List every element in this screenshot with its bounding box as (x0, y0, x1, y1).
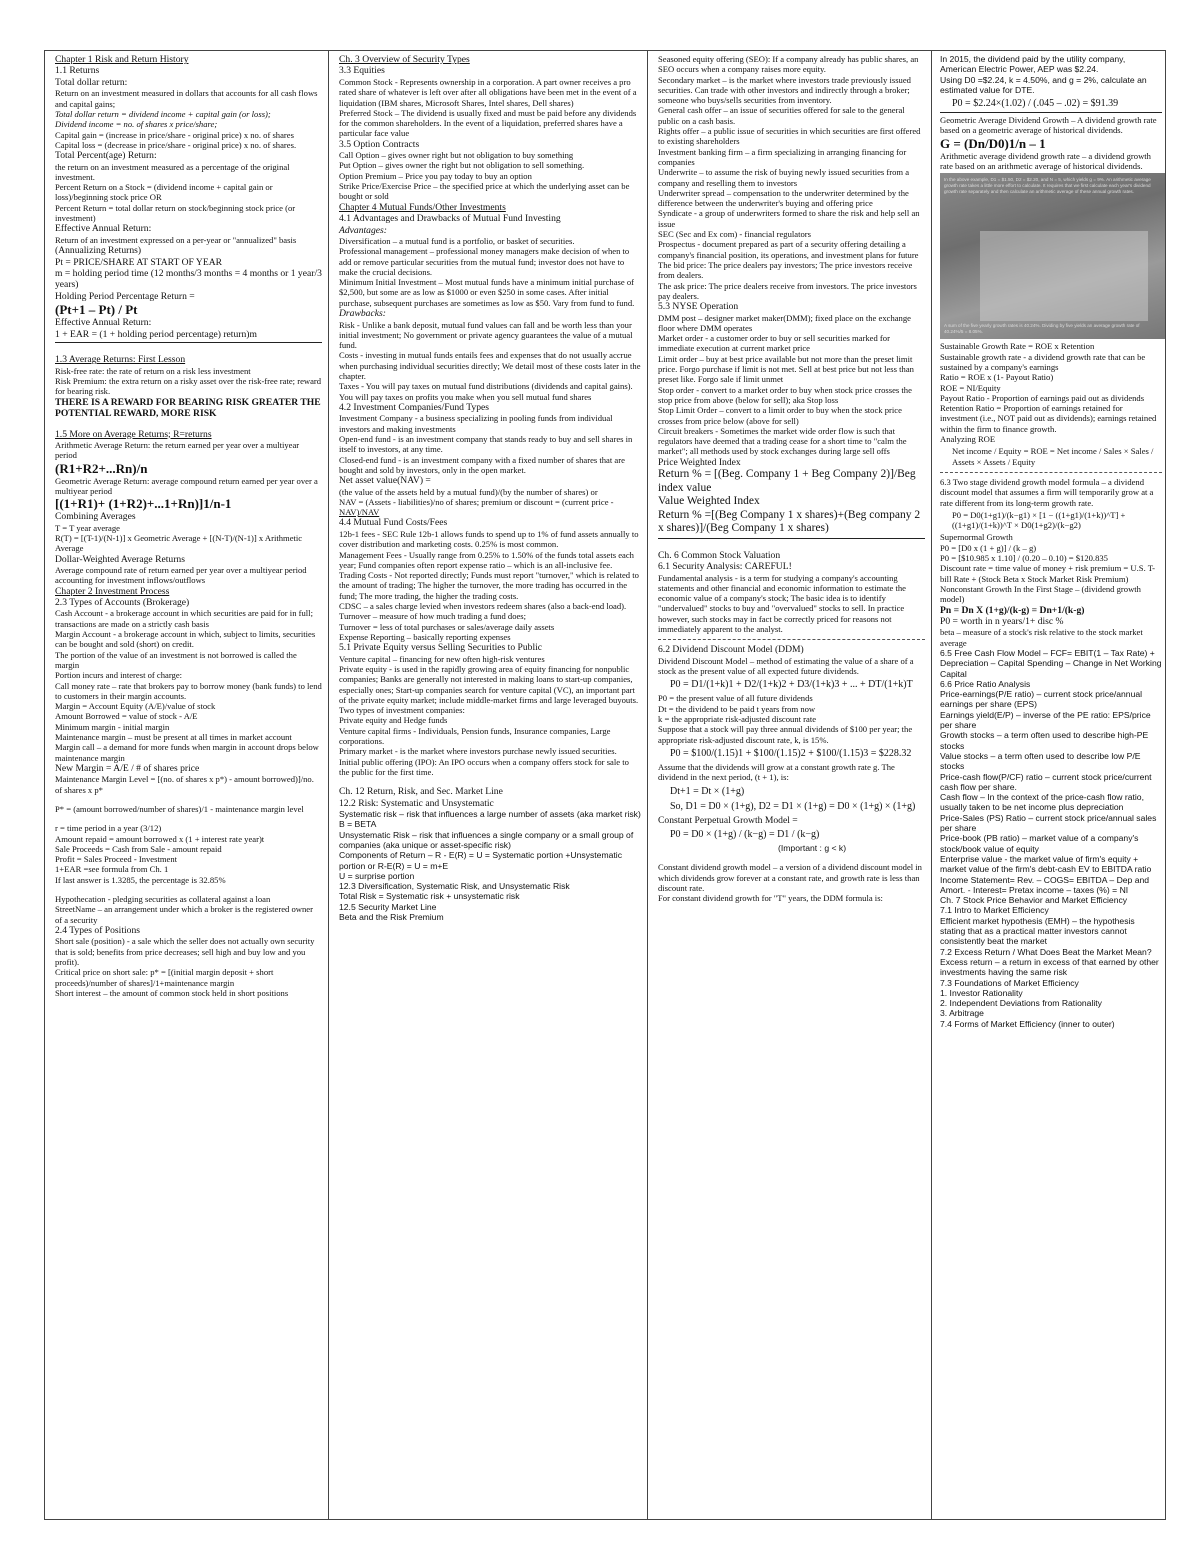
text-line: 2.3 Types of Accounts (Brokerage) (55, 597, 190, 609)
text-line: Average compound rate of return earned per year over a multiyear period accounting for investment inflows/outflows (55, 564, 307, 586)
text-line: Systematic risk – risk that influences a large number of assets (aka market risk) (339, 809, 641, 820)
photo-caption-bottom: A sum of the five yearly growth rates is 40.24%. Dividing by five yields an average growth rate of 40.24%/5 = 8.05%. (944, 323, 1140, 335)
growth-so-formula: So, D1 = D0 × (1+g), D2 = D1 × (1+g) = D0 × (1+g) × (1+g) (670, 800, 916, 812)
text-line: 6.3 Two stage dividend growth model formula – a dividend discount model that assumes a firm will temporarily grow at a rate different from its long-term growth rate. (940, 476, 1154, 508)
text-line: Margin = Account Equity (A/E)/value of stock (55, 701, 216, 712)
text-line: P0 = worth in n years/1+ disc % (940, 615, 1064, 627)
text-line: Syndicate - a group of underwriters formed to share the risk and help sell an issue (658, 208, 920, 229)
text-line: Maintenance Margin Level = [(no. of shares x p*) - amount borrowed)]/no. of shares x p* (55, 774, 314, 795)
text-line: U = surprise portion (339, 870, 415, 881)
text-line: Margin Account - a brokerage account in which, subject to limits, securities can be bought and sold (short) on credit. (55, 629, 316, 650)
text-line: Call money rate – rate that brokers pay to borrow money (bank funds) to lend to customers in their margin accounts. (55, 680, 322, 701)
text-line: Venture capital firms - Individuals, Pension funds, Insurance companies, Large corporations. (339, 725, 611, 747)
text-line: 3.5 Option Contracts (339, 138, 420, 150)
text-line: 6.5 Free Cash Flow Model – FCF= EBIT(1 – Tax Rate) + Depreciation – Capital Spending – Change in Net Working Capital (940, 648, 1162, 679)
text-line: R(T) = [(T-1)/(N-1)] x Geometric Average + [(N-T)/(N-1)] x Arithmetic Average (55, 532, 303, 554)
text-line: Advantages: (339, 224, 387, 236)
text-line: (Annualizing Returns) (55, 245, 142, 257)
text-line: Primary market - is the market where investors purchase newly issued securities. (339, 746, 617, 757)
text-line: Discount rate = time value of money + risk premium = U.S. T-bill Rate + (Stock Beta x Stock Market Risk Premium) (940, 563, 1156, 584)
text-line: Rights offer – a public issue of securities in which securities are first offered to existing shareholders (658, 126, 921, 147)
hpr-formula: (Pt+1 – Pt) / Pt (55, 302, 138, 318)
text-line: Arithmetic Average Return: the return earned per year over a multiyear period (55, 440, 300, 461)
text-line: Call Option – gives owner right but not obligation to buy something (339, 150, 574, 161)
text-line: Cash Account - a brokerage account in which securities are paid for in full; transactions are made on a strictly cash basis (55, 608, 313, 629)
text-line: 3. Arbitrage (940, 1008, 984, 1019)
text-line: P0 = [D0 x (1 + g)] / (k – g) (940, 542, 1037, 553)
text-line: If last answer is 1.3285, the percentage is 32.85% (55, 874, 226, 885)
text-line: Option Premium – Price you pay today to buy an option (339, 170, 532, 181)
text-line: Total Risk = Systematic risk + unsystematic risk (339, 891, 520, 902)
text-line: Value Weighted Index (658, 495, 760, 508)
column-3 (648, 51, 932, 1519)
text-line: Management Fees - Usually range from 0.25% to 1.50% of the funds total assets each year; Fund companies often report expense ratio – which is an all-inclusive fee. (339, 549, 634, 570)
text-line: Hypothecation - pledging securities as collateral against a loan (55, 894, 271, 905)
text-line: Fundamental analysis - is a term for studying a company's accounting statements and other financial and economic information to estimate the economic value of a company's stock; The basic idea is to identify "undervalued" stocks to buy and "overvalued" stocks to sell. In practice however, such stocks may in fact be correctly priced for reasons not immediately apparent to the analyst. (658, 572, 906, 635)
text-line: P0 = the present value of all future dividends (658, 693, 813, 704)
text-line: Earnings yield(E/P) – inverse of the PE ratio: EPS/price per share (940, 709, 1151, 731)
text-line: Amount repaid = amount borrowed x (1 + interest rate year)t (55, 833, 265, 844)
text-line: Margin call – a demand for more funds when margin in account drops below maintenance margin (55, 742, 319, 763)
text-line: Geometric Average Return: average compound return earned per year over a multiyear period (55, 475, 318, 496)
geo-avg-formula: [(1+R1)+ (1+R2)+...1+Rn)]1/n-1 (55, 496, 232, 512)
geo-growth-formula: G = (Dn/D0)1/n – 1 (940, 135, 1046, 151)
text-line: Sustainable growth rate - a dividend growth rate that can be sustained by a company's earnings (940, 351, 1146, 372)
photo-caption-top: In the above example, D1 = $1.50, D2 = $2.20, and N = 5, which yields g = 9%. An arithmetic average growth rate takes a little more effort to calculate. It requires that we first calculate each year's dividend growth rate separately and then calculate an arithmetic average of these annual growth rates. (944, 177, 1151, 195)
text-line: Short interest – the amount of common stock held in short positions (55, 987, 289, 998)
chapter-4-heading: Chapter 4 Mutual Funds/Other Investments (339, 201, 506, 213)
text-line: Ratio = ROE x (1- Payout Ratio) (940, 372, 1054, 383)
text-line: 12.2 Risk: Systematic and Unsystematic (339, 797, 494, 809)
text-line: The portion of the value of an investment is not borrowed is called the margin (55, 649, 297, 670)
text-line: 5.3 NYSE Operation (658, 301, 739, 313)
text-line: CDSC – a sales charge levied when investors redeem shares (also a back-end load). (339, 601, 627, 611)
text-line: 1 + EAR = (1 + holding period percentage) return)m (55, 328, 257, 340)
text-line: beta – measure of a stock's risk relative to the stock market average (940, 627, 1143, 648)
text-line: The bid price: The price dealers pay investors; The price investors receive from dealers. (658, 259, 913, 281)
chapter-3-heading: Ch. 3 Overview of Security Types (339, 54, 470, 65)
text-line: DMM post – designer market maker(DMM); fixed place on the exchange floor where DMM operates (658, 312, 911, 333)
text-line: 4.4 Mutual Fund Costs/Fees (339, 517, 448, 529)
text-line: Profit = Sales Proceed - Investment (55, 854, 178, 865)
text-line: Assume that the dividends will grow at a constant growth rate g. The dividend in the next period, (t + 1), is: (658, 761, 895, 783)
ddm-formula: P0 = D1/(1+k)1 + D2/(1+k)2 + D3/(1+k)3 + ... + DT/(1+k)T (670, 679, 913, 691)
text-line: Preferred Stock – The dividend is usually fixed and must be paid before any dividends for the common shareholders. In the event of a liquidation, preferred shares have a particular face value (339, 107, 637, 139)
text-line: Market order - a customer order to buy or sell securities marked for immediate execution at current market price (658, 333, 890, 354)
text-line: Enterprise value - the market value of firm's equity + market value of the firm's debt-cash EV to EBITDA ratio (940, 853, 1152, 875)
text-line: Arithmetic average dividend growth rate – a dividend growth rate based on an arithmetic average of historical dividends. (940, 150, 1151, 172)
text-line: Trading Costs - Not reported directly; Funds must report "turnover," which is related to the amount of trading; The higher the turnover, the more trading has occurred in the fund; The more trading, the higher the trading costs. (339, 570, 639, 601)
chapter-6-heading: Ch. 6 Common Stock Valuation (658, 549, 781, 561)
text-line: T = T year average (55, 522, 120, 533)
text-line: THERE IS A REWARD FOR BEARING RISK GREATER THE POTENTIAL REWARD, MORE RISK (55, 396, 321, 420)
text-line: Costs - investing in mutual funds entails fees and expenses that do not usually accrue when purchasing individual securities directly; We detail most of these costs later in the chapter. (339, 350, 641, 381)
text-line: Constant Perpetual Growth Model = (658, 814, 798, 826)
text-line: 6.1 Security Analysis: CAREFUL! (658, 561, 792, 573)
text-line: 1+EAR =see formula from Ch. 1 (55, 864, 169, 875)
text-line: 3.3 Equities (339, 65, 385, 77)
text-line: Unsystematic Risk – risk that influences a single company or a small group of companies (aka unique or asset-specific risk) (339, 829, 634, 850)
text-line: P* = (amount borrowed/number of shares)/1 - maintenance margin level (55, 803, 304, 814)
chapter-12-heading: Ch. 12 Return, Risk, and Sec. Market Line (339, 786, 503, 798)
text-line: Private equity and Hedge funds (339, 715, 448, 726)
text-line: Retention Ratio = Proportion of earnings retained for investment (i.e., NOT paid out as dividends); earnings retained within the firm to finance growth. (940, 403, 1157, 434)
column-1 (45, 51, 329, 1519)
photo-table-area (980, 231, 1148, 321)
two-stage-formula: P0 = D0(1+g1)/(k−g1) × [1 − ((1+g1)/(1+k))^T] + ((1+g1)/(1+k))^T × D0(1+g2)/(k−g2) (952, 509, 1126, 531)
text-line: Combining Averages (55, 511, 136, 523)
text-line: New Margin = A/E / # of shares price (55, 762, 200, 774)
text-line: Minimum margin - initial margin (55, 721, 170, 732)
text-line: Efficient market hypothesis (EMH) – the hypothesis stating that as a practical matter investors cannot consistently beat the market (940, 915, 1135, 947)
text-line: 4.2 Investment Companies/Fund Types (339, 401, 489, 413)
text-line: 7.4 Forms of Market Efficiency (inner to outer) (940, 1018, 1115, 1029)
text-line: Turnover = less of total purchases or sales/average daily assets (339, 621, 555, 632)
text-line: Excess return – a return in excess of that earned by other investments having the same risk (940, 956, 1159, 978)
text-line: 7.1 Intro to Market Efficiency (940, 905, 1049, 916)
text-line: Limit order – buy at best price available but not more than the preset limit price. Forgo purchase if limit is not met. Sell at best price but not less than preset like. Forgo sale if limit unmet (658, 353, 914, 385)
text-line: Diversification – a mutual fund is a portfolio, or basket of securities. (339, 235, 575, 246)
text-line: Maintenance margin – must be present at all times in market account (55, 732, 292, 743)
text-line: Seasoned equity offering (SEO): If a company already has public shares, an SEO occurs when a company raises more equity. (658, 54, 919, 75)
text-line: Dividend income = no. of shares x price/share; (55, 119, 218, 130)
section-1-5: 1.5 More on Average Returns; R=returns (55, 428, 212, 440)
text-line: Amount Borrowed = value of stock - A/E (55, 711, 198, 722)
text-line: Suppose that a stock will pay three annual dividends of $100 per year; the appropriate risk-adjusted discount rate, k, is 15%. (658, 724, 913, 745)
text-line: SEC (Sec and Ex com) - financial regulators (658, 229, 811, 240)
column-4 (932, 51, 1165, 1519)
text-line: The ask price: The price dealers receive from investors. The price investors pay dealers. (658, 280, 917, 301)
text-line: Supernormal Growth (940, 532, 1013, 543)
text-line: Common Stock - Represents ownership in a corporation. A part owner receives a pro rated share of whatever is left over after all obligations have been met in the event of a liquidation (IBM shares, Microsoft Shares, Intel shares, Dell shares) (339, 76, 637, 108)
text-line: Underwrite – to assume the risk of buying newly issued securities from a company and reselling them to investors (658, 167, 910, 188)
text-line: Using D0 =$2.24, k = 4.50%, and g = 2%, calculate an estimated value for DTE. (940, 74, 1147, 95)
text-line: (Important : g < k) (778, 842, 847, 853)
text-line: Venture capital – financing for new often high-risk ventures (339, 653, 545, 664)
text-line: For constant dividend growth for "T" years, the DDM formula is: (658, 893, 883, 904)
text-line: Taxes - You will pay taxes on mutual fund distributions (dividends and capital gains). You will pay taxes on profits you make when you sell mutual fund shares (339, 381, 633, 402)
ddm-example-formula: P0 = $100/(1.15)1 + $100/(1.15)2 + $100/(1.15)3 = $228.32 (670, 747, 912, 759)
text-line: Price-cash flow(P/CF) ratio – current stock price/current cash flow per share. (940, 771, 1152, 792)
text-line: Percent Return = total dollar return on stock/beginning stock price (or investment) (55, 202, 296, 224)
text-line: General cash offer – an issue of securities offered for sale to the general public on a cash basis. (658, 105, 905, 126)
text-line: StreetName – an arrangement under which a broker is the registered owner of a security (55, 904, 313, 925)
text-line: Sustainable Growth Rate = ROE x Retention (940, 341, 1095, 352)
section-1-3: 1.3 Average Returns: First Lesson (55, 354, 186, 366)
text-line: 2.4 Types of Positions (55, 924, 140, 936)
text-line: Ch. 7 Stock Price Behavior and Market Efficiency (940, 895, 1128, 906)
text-line: Analyzing ROE (940, 434, 996, 445)
chapter-1-heading: Chapter 1 Risk and Return History (55, 54, 189, 65)
text-line: Secondary market – is the market where investors trade previously issued securities. Can trade with other investors and indirectly through a broker; someone who buys/sells securities from inventory. (658, 74, 911, 106)
text-line: 2. Independent Deviations from Rationality (940, 998, 1102, 1009)
text-line: Constant dividend growth model – a version of a dividend discount model in which dividends grow forever at a constant rate, and growth rate is less than discount rate. (658, 862, 922, 893)
text-line: Risk - Unlike a bank deposit, mutual fund values can fall and be worth less than your initial investment; No government or private agency guarantees the value of a mutual fund. (339, 319, 633, 351)
text-line: Risk Premium: the extra return on a risky asset over the risk-free rate; reward for bearing risk. (55, 376, 322, 397)
text-line: P0 = [$10.985 x 1.10] / (0.20 – 0.10) = $120.835 (940, 553, 1108, 564)
text-line: Put Option – gives owner the right but not obligation to sell something. (339, 160, 585, 171)
text-line: B = BETA (339, 819, 377, 830)
aep-formula: P0 = $2.24×(1.02) / (.045 – .02) = $91.39 (952, 98, 1119, 110)
text-line: Pt = PRICE/SHARE AT START OF YEAR (55, 256, 223, 268)
text-line: Effective Annual Return: (55, 223, 152, 235)
text-line: In 2015, the dividend paid by the utility company, American Electric Power, AEP was $2.24. (940, 54, 1126, 75)
text-line: Total Percent(age) Return: (55, 150, 157, 162)
text-line: Price Weighted Index (658, 456, 741, 468)
text-line: Prospectus - document prepared as part of a security offering detailing a company's financial position, its operations, and investment plans for future (658, 239, 919, 260)
text-line: Net asset value(NAV) = (339, 475, 431, 487)
text-line: Percent Return on a Stock = (dividend income + capital gain or loss)/beginning stock price OR (55, 182, 273, 203)
text-line: Expense Reporting – basically reporting expenses (339, 631, 511, 642)
text-line: Cash flow – In the context of the price-cash flow ratio, usually taken to be net income plus depreciation (940, 792, 1144, 813)
arith-avg-formula: (R1+R2+...Rn)/n (55, 460, 148, 476)
text-line: Dividend Discount Model – method of estimating the value of a share of a stock as the present value of all expected future dividends. (658, 655, 914, 677)
text-line: Short sale (position) - a sale which the seller does not actually own security that is sold; benefits from price decreases; sell high and buy low and you profit). (55, 936, 315, 967)
text-line: Return of an investment expressed on a per-year or "annualized" basis (55, 234, 297, 245)
nonconstant-formula: Pn = Dn X (1+g)/(k-g) = Dn+1/(k-g) (940, 604, 1085, 616)
text-line: Growth stocks – a term often used to describe high-PE stocks (940, 730, 1149, 751)
cheat-sheet-page (44, 50, 1166, 1520)
chapter-2-heading: Chapter 2 Investment Process (55, 585, 170, 597)
text-line: Value stocks – a term often used to describe low P/E stocks (940, 750, 1141, 772)
text-line: Drawbacks: (339, 308, 386, 320)
text-line: Two types of investment companies: (339, 705, 465, 716)
text-line: Income Statement= Rev. – COGS= EBITDA – Dep and Amort. - Interest= Pretax income – taxes (%) = NI (940, 874, 1150, 895)
text-line: ROE = NI/Equity (940, 382, 1001, 393)
text-line: Dt = the dividend to be paid t years from now (658, 703, 816, 714)
text-line: Geometric Average Dividend Growth – A dividend growth rate based on a geometric average of historical dividends. (940, 115, 1157, 136)
text-line: Portion incurs and interest of charge: (55, 670, 183, 681)
text-line: Effective Annual Return: (55, 317, 152, 329)
text-line: Risk-free rate: the rate of return on a risk less investment (55, 365, 251, 376)
text-line: Price-earnings(P/E ratio) – current stock price/annual earnings per share (EPS) (940, 689, 1143, 710)
text-line: Total dollar return: (55, 76, 128, 88)
text-line: k = the appropriate risk-adjusted discount rate (658, 714, 817, 725)
text-line: Investment banking firm – a firm specializing in arranging financing for companies (658, 146, 907, 167)
text-line: 12.5 Security Market Line (339, 901, 437, 912)
text-line: 4.1 Advantages and Drawbacks of Mutual Fund Investing (339, 213, 561, 225)
growth-formula: Dt+1 = Dt × (1+g) (670, 785, 745, 797)
text-line: Strike Price/Exercise Price – the specified price at which the underlying asset can be bought or sold (339, 181, 630, 202)
section-6-2: 6.2 Dividend Discount Model (DDM) (658, 644, 804, 656)
text-line: 1. Investor Rationality (940, 987, 1023, 998)
text-line: 7.2 Excess Return / What Does Beat the Market Mean? (940, 946, 1152, 957)
text-line: r = time period in a year (3/12) (55, 823, 162, 834)
text-line: Price-book (PB ratio) – market value of a company's stock/book value of equity (940, 833, 1139, 854)
text-line: Underwriter spread – compensation to the underwriter determined by the difference between the underwriter's buying and offering price (658, 187, 909, 209)
text-line: Investment Company - a business specializing in pooling funds from individual investors and making investments (339, 413, 613, 434)
text-line: Critical price on short sale: p* = [(initial margin deposit + short proceeds)/number of shares]/1+maintenance margin (55, 967, 274, 988)
text-line: Holding Period Percentage Return = (55, 290, 195, 302)
text-line: Nonconstant Growth In the First Stage – (dividend growth model) (940, 583, 1141, 605)
text-line: Capital loss = (decrease in price/share - original price) x no. of shares. (55, 139, 297, 150)
text-line: Beta and the Risk Premium (339, 912, 444, 923)
cpgm-formula: P0 = D0 × (1+g) / (k−g) = D1 / (k−g) (670, 828, 820, 840)
text-line: Minimum Initial Investment – Most mutual funds have a minimum initial purchase of $2,500, but some are as low as $1000 or even $250 in some cases. After initial purchase, subsequent purchases are sometimes as low as $50. Vary from fund to fund. (339, 277, 635, 308)
text-line: Professional management – professional money managers make decision of when to add or remove particular securities from the mutual fund; investor does not have to make the crucial decisions. (339, 246, 630, 277)
text-line: 5.1 Private Equity versus Selling Securities to Public (339, 642, 543, 654)
text-line: Payout Ratio - Proportion of earnings paid out as dividends (940, 392, 1145, 403)
text-line: Stop order - convert to a market order to buy when stock price crosses the stop price from above (below for sell); aka Stop loss (658, 384, 912, 405)
dividend-table-photo (940, 173, 1165, 339)
price-weighted-formula: Return % = [(Beg. Company 1 + Beg Company 2)]/Beg index value (658, 468, 916, 494)
text-line: Initial public offering (IPO): An IPO occurs when a company offers stock for sale to the public for the first time. (339, 756, 629, 777)
text-line: 7.3 Foundations of Market Efficiency (940, 977, 1079, 988)
text-line: Turnover – measure of how much trading a fund does; (339, 611, 527, 622)
text-line: Circuit breakers - Sometimes the market wide order flow is such that regulators have deemed that a trading cease for a short time to "calm the market"; all methods used by stock exchanges during large sell offs (658, 425, 907, 457)
text-line: m = holding period time (12 months/3 months = 4 months or 1 year/3 years) (55, 268, 322, 291)
text-line: 12b-1 fees - SEC Rule 12b-1 allows funds to spend up to 1% of fund assets annually to cover distribution and marketing costs. 0.25% is most common. (339, 528, 639, 550)
text-line: Private equity - is used in the rapidly growing area of equity financing for nonpublic companies; Banks are generally not interested in making loans to start-up companies, especially ones; Start-up companies search for venture capital (VC), an important part of the private equity market; include middle-market firms and large leveraged buyouts. (339, 663, 639, 705)
text-line: Stop Limit Order – convert to a limit order to buy when the stock price crosses from price below (above for sell) (658, 405, 902, 426)
text-line: (the value of the assets held by a mutual fund)/(by the number of shares) or (339, 486, 598, 497)
text-line: Capital gain = (increase in price/share - original price) x no. of shares (55, 129, 294, 140)
text-line: Closed-end fund - is an investment company with a fixed number of shares that are bought and sold by investors, only in the open market. (339, 454, 625, 475)
text-line: NAV = (Assets - liabilities)/no of shares; premium or discount = (current price - (339, 496, 614, 507)
text-line: Price-Sales (PS) Ratio – current stock price/annual sales per share (940, 812, 1157, 834)
text-line: Components of Return – R - E(R) = U = Systematic portion +Unsystematic portion or R-E(R) = U = m+E (339, 850, 622, 871)
value-weighted-formula: Return % =[(Beg Company 1 x shares)+(Beg company 2 x shares)]/(Beg Company 1 x shares) (658, 508, 921, 535)
text-line: Open-end fund - is an investment company that stands ready to buy and sell shares in itself to investors, at any time. (339, 433, 633, 455)
roe-formula: Net income / Equity = ROE = Net income / Sales × Sales / Assets × Assets / Equity (952, 446, 1154, 467)
column-2 (329, 51, 648, 1519)
text-line: the return on an investment measured as a percentage of the original investment. (55, 161, 290, 182)
text-line: Sale Proceeds = Cash from Sale - amount repaid (55, 843, 222, 854)
text-line: NAV)/NAV (339, 507, 380, 518)
text-line: Return on an investment measured in dollars that accounts for all cash flows and capital gains; (55, 88, 318, 109)
text-line: 6.6 Price Ratio Analysis (940, 678, 1031, 689)
text-line: Dollar-Weighted Average Returns (55, 553, 185, 565)
section-1-1: 1.1 Returns (55, 65, 100, 77)
text-line: Total dollar return = dividend income + capital gain (or loss); (55, 108, 271, 119)
text-line: 12.3 Diversification, Systematic Risk, and Unsystematic Risk (339, 881, 570, 892)
